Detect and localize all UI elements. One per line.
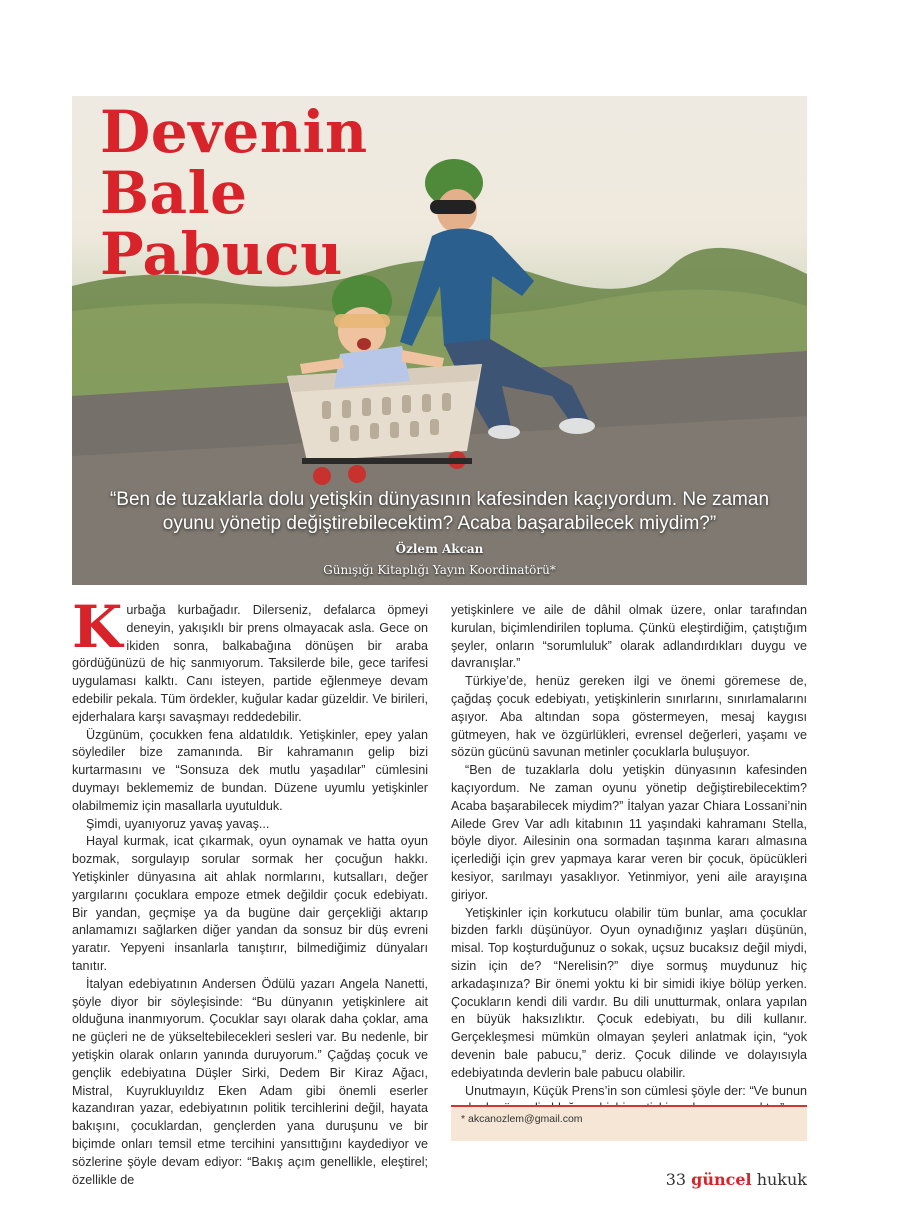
article-paragraph: Türkiye’de, henüz gereken ilgi ve önemi göremese de, çağdaş çocuk edebiyatı, yetişkinlerin sınırlarını, sınırlamalarını aşıyor. Aba altından sopa göstermeyen, mesaj kaygısı gütmeyen, hak ve özgürlükleri, evrensel değerleri, yaşamı ve sözün gücünü savunan metinler çocuklarla buluşuyor. [451,674,807,760]
hero-image [72,96,807,585]
article-paragraph: Kurbağa kurbağadır. Dilerseniz, defalarca öpmeyi deneyin, yakışıklı bir prens olmayacak asla. Gece on ikiden sonra, balkabağına dönüşen bir araba gördüğünüzü de hiç sanmıyorum. Taksilerde bile, gece tarifesi uygulaması kalktı. Canı isteyen, partide eğlenmeye devam edebilir pekala. Tüm ördekler, kuğular kadar güzeldir. Ve birileri, ejderhalara karşı savaşmayı reddedebilir. [72,593,428,724]
article-paragraph: Üzgünüm, çocukken fena aldatıldık. Yetişkinler, epey yalan söylediler bize zamanında. Bir kahramanın gelip bizi kurtarmasını ve “Sonsuza dek mutlu yaşadılar” cümlesini duymayı beklememiz de bundan. Düzene uyumlu yetişkinler olabilmemiz için masallarla uyutulduk. [72,727,428,813]
article-column-left [72,593,428,1189]
article-paragraph: Hayal kurmak, icat çıkarmak, oyun oynamak ve hatta oyun bozmak, sorgulayıp sorular sormak her çocuğun hakkı. Yetişkinler dünyasına ait ahlak normlarını, kutsalları, değer yargılarını çocuklara empoze etmek değildir çocuk edebiyatı. Bir yandan, geçmişe ya da bugüne dair gerçekliği aktarıp anlamamızı sağlarken diğer yandan da sonsuz bir düş evreni yaratır. Yepyeni insanlarla tanıştırır, bilmediğimiz dünyaları tanıtır. [72,834,428,973]
author-footnote: * akcanozlem@gmail.com [451,1105,807,1141]
article-paragraph: “Ben de tuzaklarla dolu yetişkin dünyasının kafesinden kaçıyordum. Ne zaman oyunu yönetip değiştirebilecektim? Acaba başarabilecek miydim?” İtalyan yazar Chiara Lossani’nin Ailede Grev Var adlı kitabının 11 yaşındaki kahramanı Stella, böyle diyor. Ailesinin ona sormadan taşınma kararı almasına içerlediği için grev yapmaya karar veren bir çocuk, öpücükleri kesiyor, sarılmayı yasaklıyor. Yetinmiyor, yeni aile arayışına giriyor. [451,763,807,902]
magazine-brand: güncel [691,1170,752,1189]
drop-cap: K [72,593,123,661]
quote-author-role: Günışığı Kitaplığı Yayın Koordinatörü* [323,563,556,577]
page-number: 33 [665,1170,687,1189]
title-line-2: Bale [100,159,248,227]
quote-author: Özlem Akcan [395,542,484,556]
article-paragraph: İtalyan edebiyatının Andersen Ödülü yazarı Angela Nanetti, şöyle diyor bir söyleşisinde: “Bu dünyanın yetişkinlere ait olduğuna inanmıyorum. Çocuklar sayı olarak daha çoklar, ama ne güçleri ne de yükseltebilecekleri sesleri var. Bu nedenle, bir yetişkin olarak onların yanında duruyorum.” Çağdaş çocuk ve gençlik edebiyatına Düşler Sirki, Dedem Bir Kiraz Ağacı, Mistral, Kuyrukluyıldız Eken Adam gibi önemli eserler kazandıran yazar, edebiyatının politik tercihlerini değil, hayata bakışını, çocuklardan, gençlerden yana duruşunu ve bir biçimde onları temsil etme tercihini yansıttığını kaydediyor ve sözlerine şöyle devam ediyor: “Bakış açım genellikle, eleştirel; özellikle de [72,976,428,1187]
page-footer [666,1170,807,1189]
article-paragraph: Unutmayın, Küçük Prens’in son cümlesi şöyle der: “Ve bunun [465,1083,807,1098]
article-paragraph: Şimdi, uyanıyoruz yavaş yavaş... [86,816,270,831]
article-paragraph: yetişkinlere ve aile de dâhil olmak üzere, onlar tarafından kurulan, biçimlendirilen topluma. Çünkü eleştirdiğim, çatıştığım şeyler, onların “sorumluluk” olarak adlandırdıkları duygu ve davranışlar.” [451,603,807,671]
title-line-3: Pabucu [100,220,343,288]
article-column-right [451,602,807,1118]
magazine-section: hukuk [756,1170,807,1189]
article-paragraph: Yetişkinler için korkutucu olabilir tüm bunlar, ama çocuklar bizden farklı düşünüyor. Oyun oynadığınız yaşları düşünün, misal. Top koşturduğunuz o sokak, uçsuz bucaksız değil miydi, sizin için de? “Nerelisin?” diye sormuş muydunuz hiç arkadaşınıza? Bir önemi yoktu ki bir simidi ikiye bölüp yerken. Çocukların kendi dili vardır. Bu dili unutturmak, onlara yapılan en büyük haksızlıktır. Çocuk edebiyatı, bu dili kullanır. Gerçekleşmesi mümkün olmayan şeyleri anlatmak için, “yok devenin bale pabucu,” deriz. Çocuk dilinde ve dolayısıyla edebiyatında devlerin bale pabucu olabilir. [451,905,807,1080]
article-title [100,98,368,288]
pull-quote: “Ben de tuzaklarla dolu yetişkin dünyasının kafesinden kaçıyordum. Ne zaman oyunu yönetip değiştirebilecektim? Acaba başarabilecek miydim?” [109,489,770,534]
title-line-1: Devenin [100,98,368,166]
